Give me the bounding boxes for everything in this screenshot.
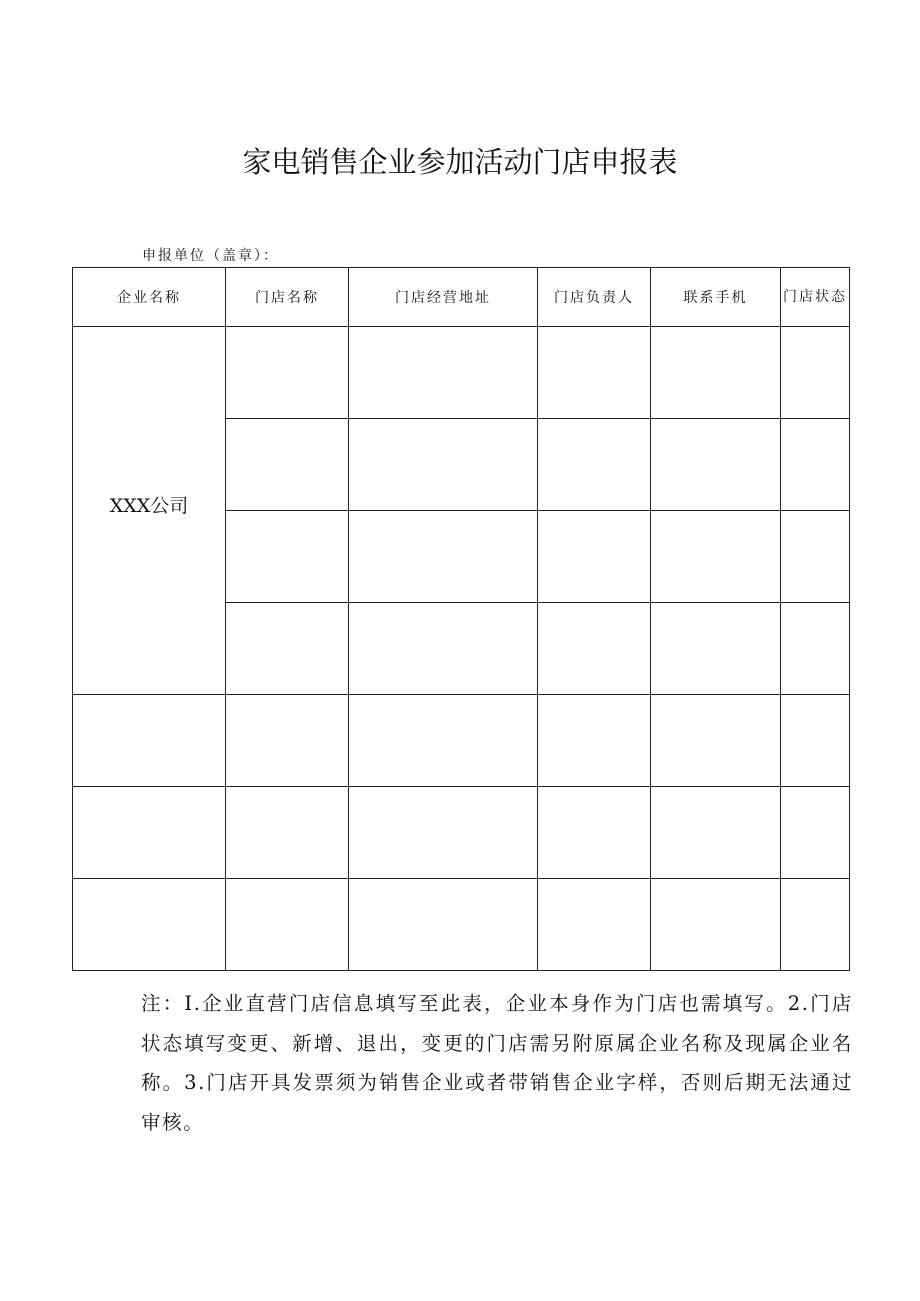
table-row	[73, 695, 850, 787]
table-row	[73, 327, 850, 419]
table-row	[73, 787, 850, 879]
header-store-name: 门店名称	[226, 268, 349, 327]
header-store-status: 门店状态	[781, 268, 850, 327]
contact-phone-cell[interactable]	[651, 879, 781, 971]
store-status-cell[interactable]	[781, 695, 850, 787]
contact-phone-cell[interactable]	[651, 695, 781, 787]
company-name-cell[interactable]	[73, 787, 226, 879]
store-manager-cell[interactable]	[538, 787, 651, 879]
store-manager-cell[interactable]	[538, 511, 651, 603]
store-name-cell[interactable]	[226, 419, 349, 511]
store-report-table	[72, 267, 850, 971]
store-manager-cell[interactable]	[538, 419, 651, 511]
company-name-cell[interactable]	[73, 327, 226, 695]
store-name-cell[interactable]	[226, 511, 349, 603]
store-address-cell[interactable]	[349, 419, 538, 511]
store-address-cell[interactable]	[349, 511, 538, 603]
contact-phone-cell[interactable]	[651, 511, 781, 603]
store-status-cell[interactable]	[781, 327, 850, 419]
store-address-cell[interactable]	[349, 879, 538, 971]
store-manager-cell[interactable]	[538, 327, 651, 419]
store-address-cell[interactable]	[349, 695, 538, 787]
store-name-cell[interactable]	[226, 695, 349, 787]
store-name-cell[interactable]	[226, 603, 349, 695]
store-status-cell[interactable]	[781, 419, 850, 511]
store-address-cell[interactable]	[349, 787, 538, 879]
store-manager-cell[interactable]	[538, 603, 651, 695]
header-store-manager: 门店负责人	[538, 268, 651, 327]
store-status-cell[interactable]	[781, 511, 850, 603]
store-status-cell[interactable]	[781, 879, 850, 971]
store-status-cell[interactable]	[781, 787, 850, 879]
company-name-value: XXX公司	[109, 495, 189, 517]
store-manager-cell[interactable]	[538, 695, 651, 787]
contact-phone-cell[interactable]	[651, 419, 781, 511]
form-title: 家电销售企业参加活动门店申报表	[242, 145, 678, 179]
table-row	[73, 879, 850, 971]
company-name-cell[interactable]	[73, 695, 226, 787]
store-name-cell[interactable]	[226, 327, 349, 419]
header-store-address: 门店经营地址	[349, 268, 538, 327]
contact-phone-cell[interactable]	[651, 787, 781, 879]
company-name-cell[interactable]	[73, 879, 226, 971]
store-name-cell[interactable]	[226, 879, 349, 971]
store-name-cell[interactable]	[226, 787, 349, 879]
header-company-name: 企业名称	[73, 268, 226, 327]
store-address-cell[interactable]	[349, 327, 538, 419]
store-status-cell[interactable]	[781, 603, 850, 695]
footnote: 注：I.企业直营门店信息填写至此表，企业本身作为门店也需填写。2.门店状态填写变更、新增、退出，变更的门店需另附原属企业名称及现属企业名称。3.门店开具发票须为销售企业或者带销售企业字样，否则后期无法通过审核。	[141, 992, 853, 1134]
store-address-cell[interactable]	[349, 603, 538, 695]
header-contact-phone: 联系手机	[651, 268, 781, 327]
reporting-unit-label: 申报单位（盖章）：	[142, 248, 279, 264]
store-manager-cell[interactable]	[538, 879, 651, 971]
contact-phone-cell[interactable]	[651, 603, 781, 695]
table-header-row	[73, 268, 850, 327]
contact-phone-cell[interactable]	[651, 327, 781, 419]
